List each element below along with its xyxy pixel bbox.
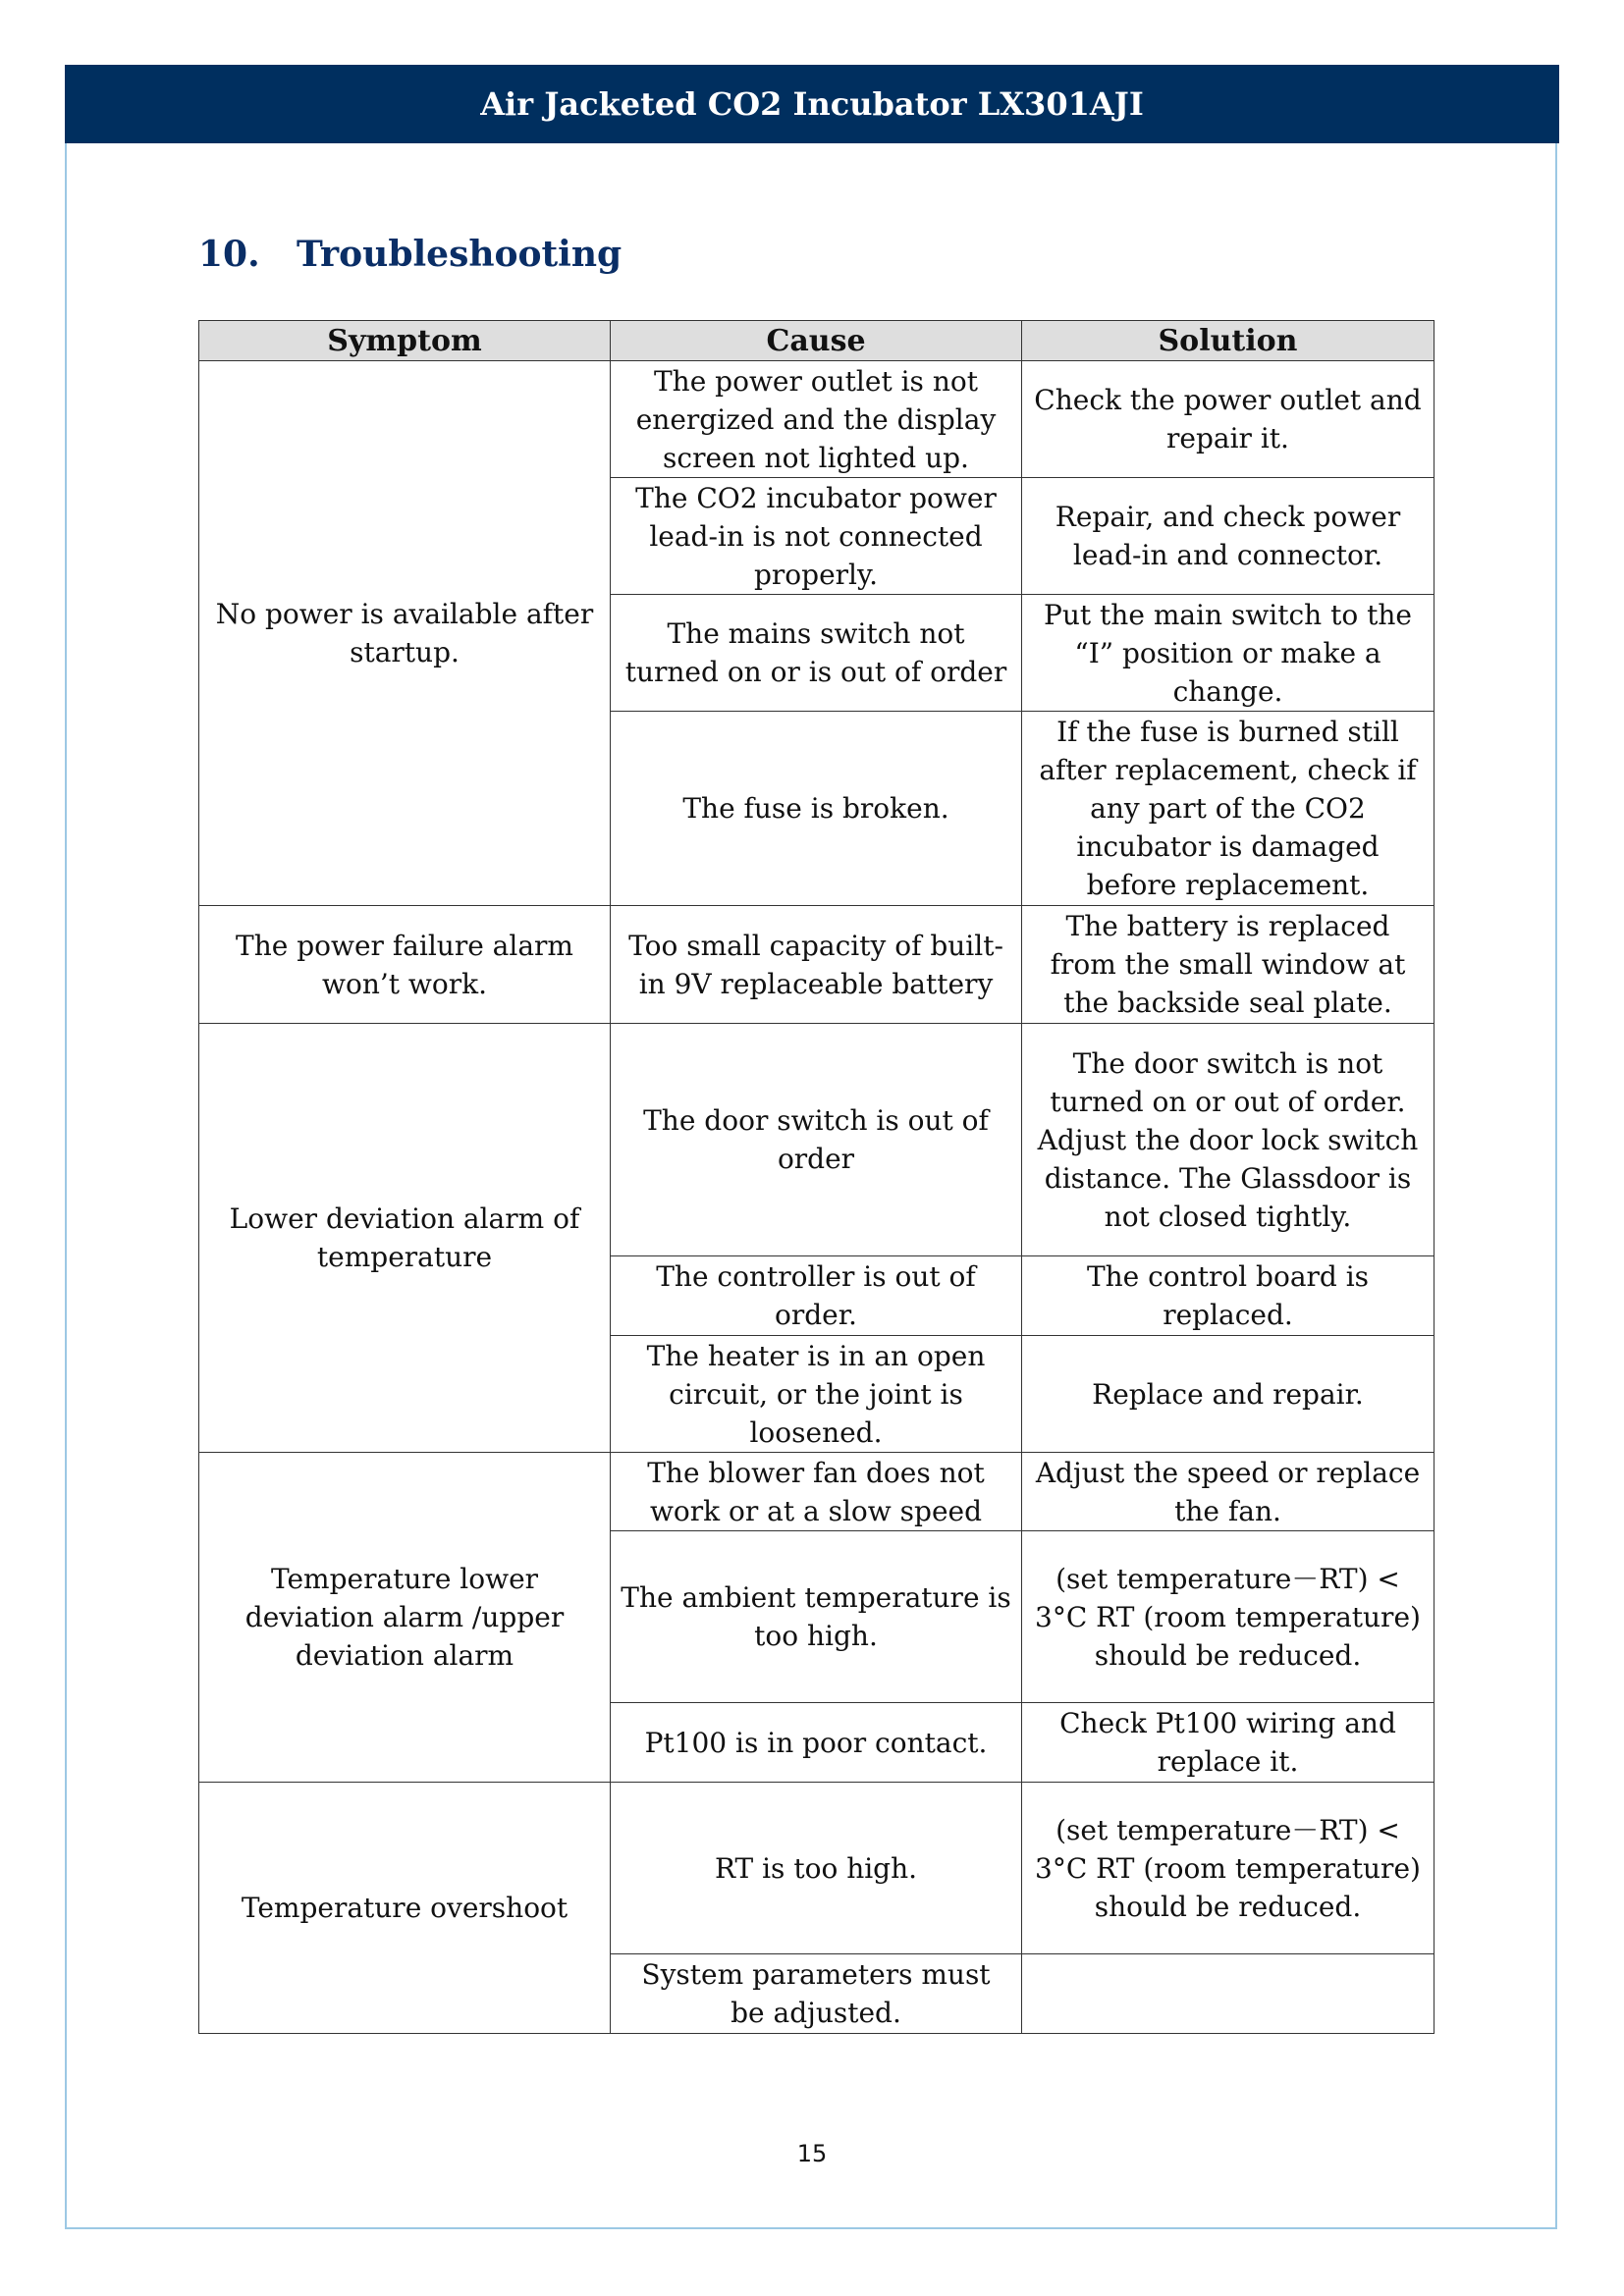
header-cause: Cause	[611, 321, 1022, 361]
table-row	[199, 906, 1435, 1024]
header-title: Air Jacketed CO2 Incubator LX301AJI	[480, 85, 1144, 123]
table-row	[199, 1453, 1435, 1531]
solution-cell: (set temperature－RT) < 3°C RT (room temperature) should be reduced.	[1022, 1531, 1435, 1703]
solution-cell: The door switch is not turned on or out of order. Adjust the door lock switch distance. The Glassdoor is not closed tightly.	[1022, 1024, 1435, 1256]
solution-cell: Adjust the speed or replace the fan.	[1022, 1453, 1435, 1531]
solution-cell: Check Pt100 wiring and replace it.	[1022, 1703, 1435, 1783]
solution-cell: If the fuse is burned still after replacement, check if any part of the CO2 incubator is damaged before replacement.	[1022, 712, 1435, 906]
solution-cell: Put the main switch to the “I” position or make a change.	[1022, 595, 1435, 712]
cause-cell: The door switch is out of order	[611, 1024, 1022, 1256]
section-title: Troubleshooting	[297, 234, 623, 275]
solution-cell	[1022, 1954, 1435, 2034]
section-number: 10.	[198, 234, 260, 275]
table-row	[199, 1783, 1435, 1954]
symptom-cell: No power is available after startup.	[199, 361, 611, 906]
cause-cell: The controller is out of order.	[611, 1256, 1022, 1336]
table-row	[199, 1024, 1435, 1256]
cause-cell: System parameters must be adjusted.	[611, 1954, 1022, 2034]
cause-cell: The mains switch not turned on or is out of order	[611, 595, 1022, 712]
symptom-cell: Temperature overshoot	[199, 1783, 611, 2034]
solution-cell: Check the power outlet and repair it.	[1022, 361, 1435, 478]
cause-cell: The fuse is broken.	[611, 712, 1022, 906]
solution-cell: Repair, and check power lead-in and connector.	[1022, 478, 1435, 595]
cause-cell: Too small capacity of built-in 9V replaceable battery	[611, 906, 1022, 1024]
cause-cell: RT is too high.	[611, 1783, 1022, 1954]
troubleshooting-table	[198, 320, 1435, 2034]
cause-cell: The heater is in an open circuit, or the joint is loosened.	[611, 1336, 1022, 1453]
solution-cell: The control board is replaced.	[1022, 1256, 1435, 1336]
header-bar	[65, 65, 1559, 143]
header-solution: Solution	[1022, 321, 1435, 361]
cause-cell: The blower fan does not work or at a slow speed	[611, 1453, 1022, 1531]
symptom-cell: Lower deviation alarm of temperature	[199, 1024, 611, 1453]
solution-cell: Replace and repair.	[1022, 1336, 1435, 1453]
cause-cell: The CO2 incubator power lead-in is not connected properly.	[611, 478, 1022, 595]
cause-cell: The ambient temperature is too high.	[611, 1531, 1022, 1703]
section-heading	[198, 234, 622, 275]
cause-cell: Pt100 is in poor contact.	[611, 1703, 1022, 1783]
symptom-cell: The power failure alarm won’t work.	[199, 906, 611, 1024]
header-symptom: Symptom	[199, 321, 611, 361]
table-header-row	[199, 321, 1435, 361]
table-row	[199, 361, 1435, 478]
symptom-cell: Temperature lower deviation alarm /upper deviation alarm	[199, 1453, 611, 1783]
cause-cell: The power outlet is not energized and the display screen not lighted up.	[611, 361, 1022, 478]
page-number: 15	[796, 2140, 828, 2167]
solution-cell: The battery is replaced from the small window at the backside seal plate.	[1022, 906, 1435, 1024]
solution-cell: (set temperature－RT) < 3°C RT (room temperature) should be reduced.	[1022, 1783, 1435, 1954]
